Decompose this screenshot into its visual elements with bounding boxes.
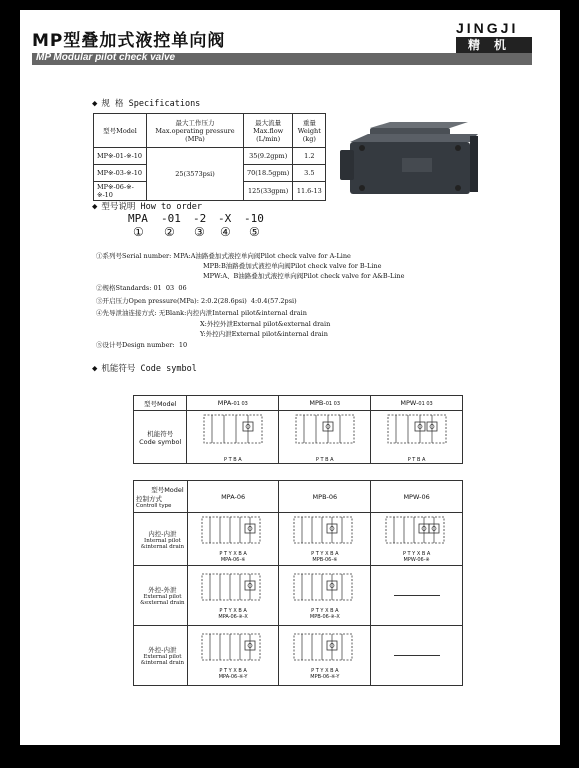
order-number-1: ① <box>133 225 144 239</box>
order-code-part-5: -10 <box>244 212 264 225</box>
order-code-part-1: MPA <box>128 212 148 225</box>
empty-cell <box>371 626 463 686</box>
note-serial-b: MPB:B油路叠加式液控单向阀Pilot check valve for B-Line <box>203 262 382 270</box>
diamond-icon: ◆ <box>92 202 98 212</box>
note-serial: ①系列号Serial number: MPA:A油路叠加式液控单向阀Pilot check valve for A-Line <box>96 252 351 260</box>
note-pressure: ③开启压力Open pressure(MPa): 2:0.2(28.6psi) 4:0.4(57.2psi) <box>96 297 297 305</box>
table-row: 外控-内泄 External pilot &internal drain P T Y X B A MPA-06-※-Y P T Y X B A MPB-06-※-Y <box>134 626 463 686</box>
col-header-model: 型号Model <box>94 114 147 148</box>
col-header-flow: 最大流量 Max.flow (L/min) <box>244 114 293 148</box>
note-drain: ④先导泄油连接方式: 无Blank:内控内泄Internal pilot&internal drain <box>96 309 307 317</box>
note-serial-w: MPW:A、B油路叠加式液控单向阀Pilot check valve for A&B-Line <box>203 272 405 280</box>
symbol-diagram-mpb: P T B A <box>279 411 371 464</box>
col-header-weight: 重量 Weight (kg) <box>293 114 326 148</box>
order-heading: ◆ 型号说明 How to order <box>92 202 202 212</box>
symbol-diagram-mpa: P T B A <box>187 411 279 464</box>
symbol-table-small: 型号Model MPA-01 03 MPB-01 03 MPW-01 03 机能符号 Code symbol P T B A P T B A P T B A <box>133 395 463 464</box>
symbol-heading: ◆ 机能符号 Code symbol <box>92 364 197 374</box>
valve-product-image <box>340 122 480 202</box>
page-title: MP型叠加式液控单向阀 <box>32 31 226 51</box>
note-drain-x: X:外控外泄External pilot&external drain <box>200 320 331 328</box>
col-header-pressure: 最大工作压力 Max.operating pressure (MPa) <box>147 114 244 148</box>
symbol-table-large: 型号Model 控制方式 Controll type MPA-06 MPB-06 MPW-06 内控-内泄 Internal pilot &internal drain P T Y X B A MPA-06-※ P T Y X B A MPB-06-※ P T Y X B A MPW-06-※ 外控-外泄 External pilot &external drain P T Y X B A MPA-06-※-X P T Y X B A MPB-06-※-X 外控-内泄 External pilot &internal drain P T Y X B A MPA-06-※-Y P T Y X B A MPB-06-※-Y <box>133 480 463 686</box>
table-row: MP※-01-※-10 25(3573psi) 35(9.2gpm) 1.2 <box>94 148 326 165</box>
order-code-part-3: -2 <box>193 212 207 225</box>
note-design: ⑤设计号Design number: 10 <box>96 341 188 349</box>
brand-cn: 精机 <box>456 37 532 53</box>
diamond-icon: ◆ <box>92 364 98 374</box>
symbol-diagram-mpw: P T B A <box>371 411 463 464</box>
spec-table <box>93 113 326 201</box>
table-row: 外控-外泄 External pilot &external drain P T Y X B A MPA-06-※-X P T Y X B A MPB-06-※-X <box>134 566 463 626</box>
pressure-value: 25(3573psi) <box>147 148 244 201</box>
empty-cell <box>371 566 463 626</box>
order-number-5: ⑤ <box>249 225 260 239</box>
order-number-4: ④ <box>220 225 231 239</box>
table-row: MP※-06-※-※-10 125(33gpm) 11.6-13 <box>94 182 326 201</box>
symbol-row-label: 机能符号 Code symbol <box>134 411 187 464</box>
table-row: 内控-内泄 Internal pilot &internal drain P T Y X B A MPA-06-※ P T Y X B A MPB-06-※ P T Y X B A MPW-06-※ <box>134 513 463 566</box>
note-drain-y: Y:外控内泄External pilot&internal drain <box>200 330 328 338</box>
order-number-3: ③ <box>194 225 205 239</box>
order-code-part-2: -01 <box>161 212 181 225</box>
note-standards: ②规格Standards: 01 03 06 <box>96 284 187 292</box>
title-banner <box>32 53 532 65</box>
table-row: MP※-03-※-10 70(18.5gpm) 3.5 <box>94 165 326 182</box>
page-subtitle: MP Modular pilot check valve <box>36 52 176 63</box>
header-diagonal-cell: 型号Model 控制方式 Controll type <box>134 481 188 513</box>
order-code-part-4: -X <box>218 212 232 225</box>
brand-logo: JINGJI <box>456 20 519 36</box>
spec-heading: ◆ 规 格 Specifications <box>92 99 201 109</box>
order-number-2: ② <box>164 225 175 239</box>
diamond-icon: ◆ <box>92 99 98 109</box>
